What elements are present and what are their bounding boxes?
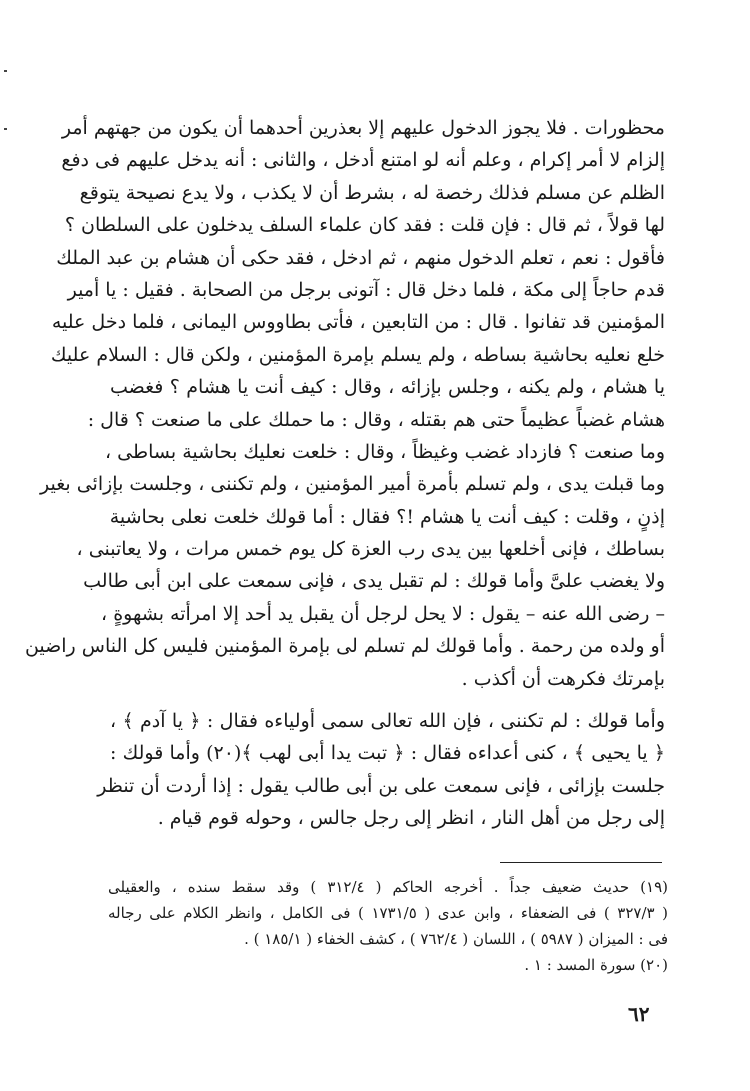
- text-line: إلزام لا أمر إكرام ، وعلم أنه لو امتنع أدخل ، والثانى : أنه يدخل عليهم فى دفع: [61, 149, 665, 172]
- text-line: بإمرتك فكرهت أن أكذب .: [461, 667, 665, 690]
- footnotes: [108, 874, 668, 978]
- text-line: خلع نعليه بحاشية بساطه ، ولم يسلم بإمرة المؤمنين ، ولكن قال : السلام عليك: [50, 343, 665, 366]
- scan-mark: [4, 128, 7, 130]
- text-line: المؤمنين قد تفانوا . قال : من التابعين ، فأتى بطاووس اليمانى ، فلما دخل عليه: [51, 311, 665, 334]
- text-line: بساطك ، فإنى أخلعها بين يدى رب العزة كل يوم خمس مرات ، ولا يعاتبنى ،: [76, 538, 665, 561]
- text-line: ولا يغضب علىَّ وأما قولك : لم تقبل يدى ، فإنى سمعت على ابن أبى طالب: [83, 570, 665, 593]
- text-line: محظورات . فلا يجوز الدخول عليهم إلا بعذرين أحدهما أن يكون من جهتهم أمر: [61, 117, 665, 139]
- footnote-line: (١٩) حديث ضعيف جداً . أخرجه الحاكم ( ٣١٢/٤ ) وقد سقط سنده ، والعقيلى: [108, 878, 668, 896]
- footnote-line: (٢٠) سورة المسد : ١ .: [524, 956, 668, 974]
- text-line: فأقول : نعم ، تعلم الدخول منهم ، ثم ادخل ، فقد حكى أن هشام بن عبد الملك: [56, 246, 665, 269]
- text-line: ﴿ يا يحيى ﴾ ، كنى أعداءه فقال : ﴿ تبت يدا أبى لهب ﴾(٢٠) وأما قولك :: [110, 742, 665, 765]
- text-line: لها قولاً ، ثم قال : فإن قلت : فقد كان علماء السلف يدخلون على السلطان ؟: [64, 214, 665, 237]
- text-line: – رضى الله عنه – يقول : لا يحل لرجل أن يقبل يد أحد إلا امرأته بشهوةٍ ،: [101, 602, 665, 625]
- text-line: إلى رجل من أهل النار ، انظر إلى رجل جالس ، وحوله قوم قيام .: [157, 807, 665, 830]
- text-line: وأما قولك : لم تكننى ، فإن الله تعالى سمى أولياءه فقال : ﴿ يا آدم ﴾ ،: [110, 710, 665, 733]
- text-line: وما قبلت يدى ، ولم تسلم بأمرة أمير المؤمنين ، ولم تكننى ، وجلست بإزائى بغير: [40, 473, 665, 496]
- paragraph-gap: [110, 695, 665, 705]
- footnote-line: ( ٣٢٧/٣ ) فى الضعفاء ، وابن عدى ( ١٧٣١/٥ ) فى الكامل ، وانظر الكلام على رجاله: [108, 904, 668, 922]
- text-line: أو ولده من رحمة . وأما قولك لم تسلم لى بإمرة المؤمنين فليس كل الناس راضين: [24, 635, 665, 658]
- main-text: [24, 112, 665, 835]
- text-line: هشام غضباً عظيماً حتى هم بقتله ، وقال : ما حملك على ما صنعت ؟ قال :: [87, 408, 665, 431]
- page-number: ٦٢: [628, 1002, 650, 1026]
- text-line: يا هشام ، ولم يكنه ، وجلس بإزائه ، وقال : كيف أنت يا هشام ؟ فغضب: [110, 376, 665, 399]
- text-line: جلست بإزائى ، فإنى سمعت على بن أبى طالب يقول : إذا أردت أن تنظر: [97, 774, 665, 797]
- footnote-divider: [500, 862, 662, 863]
- text-line: إذنٍ ، وقلت : كيف أنت يا هشام !؟ فقال : أما قولك خلعت نعلى بحاشية: [109, 505, 665, 528]
- footnote-line: فى : الميزان ( ٥٩٨٧ ) ، اللسان ( ٧٦٢/٤ ) ، كشف الخفاء ( ١٨٥/١ ) .: [244, 930, 668, 948]
- text-line: قدم حاجاً إلى مكة ، فلما دخل قال : آتونى برجل من الصحابة . فقيل : يا أمير: [67, 278, 665, 301]
- text-line: الظلم عن مسلم فذلك رخصة له ، بشرط أن لا يكذب ، ولا يدع نصيحة يتوقع: [79, 181, 665, 204]
- text-line: وما صنعت ؟ فازداد غضب وغيظاً ، وقال : خلعت نعليك بحاشية بساطى ،: [105, 440, 665, 463]
- scan-mark: [4, 70, 7, 72]
